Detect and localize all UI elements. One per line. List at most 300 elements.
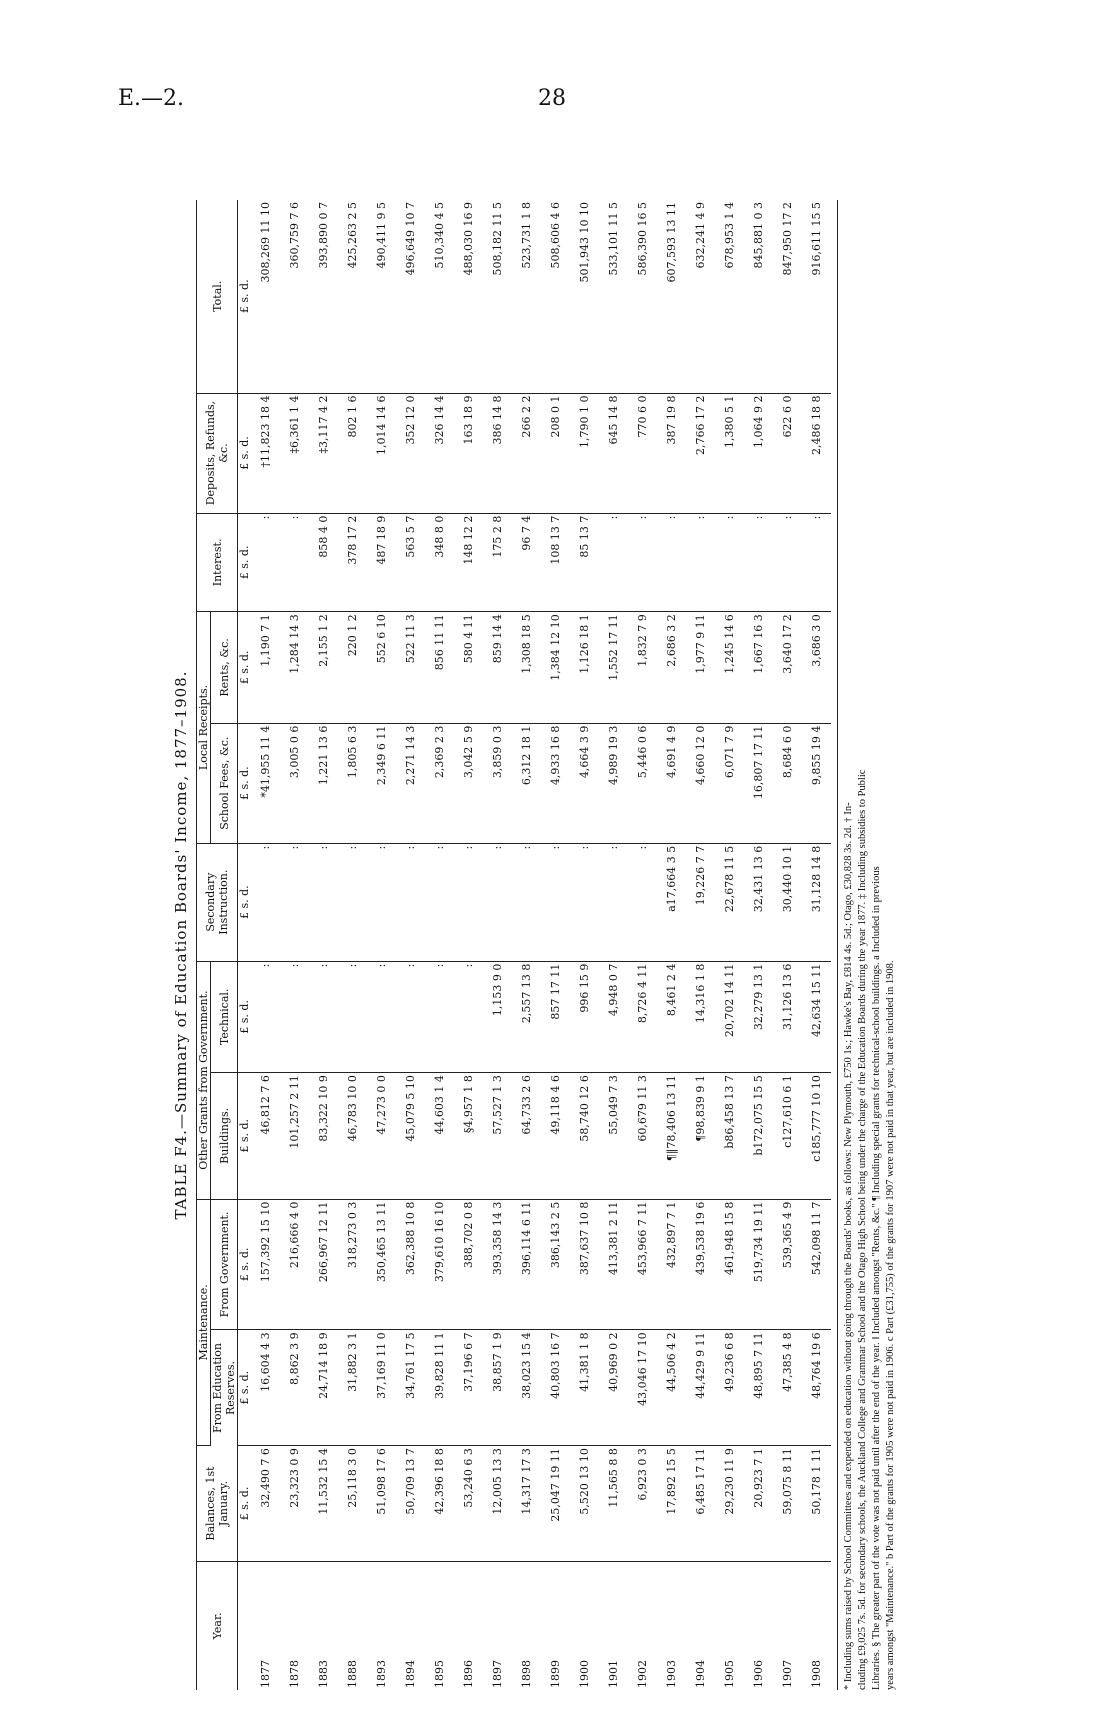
deposits-cell: 1,014 14 6 [367,393,396,513]
income-table [196,200,831,1690]
rents-cell: 1,832 7 9 [628,612,657,723]
balances-cell: 23,323 0 9 [280,1446,309,1562]
technical-cell: 20,702 14 11 [715,961,744,1072]
technical-cell: 4,948 0 7 [599,961,628,1072]
fees-cell: 16,807 17 11 [744,723,773,843]
total-cell: 678,953 1 4 [715,200,744,393]
year-label: 1895 [433,1660,446,1688]
buildings-cell: 83,322 10 9 [309,1073,338,1199]
fees-cell: 1,805 6 3 [338,723,367,843]
year-cell [454,1561,483,1690]
deposits-cell: 645 14 8 [599,393,628,513]
reserves-cell: 8,862 3 9 [280,1330,309,1446]
secondary-cell: a17,664 3 5 [657,843,686,961]
deposits-cell: 1,380 5 1 [715,393,744,513]
year-cell [541,1561,570,1690]
buildings-cell: 46,783 10 0 [338,1073,367,1199]
balances-cell: 20,923 7 1 [744,1446,773,1562]
year-cell [628,1561,657,1690]
government-cell: 350,465 13 11 [367,1199,396,1330]
reserves-cell: 24,714 18 9 [309,1330,338,1446]
rents-cell: 2,155 1 2 [309,612,338,723]
technical-cell: : [396,961,425,1072]
interest-cell: : [657,513,686,612]
rents-cell: 1,977 9 11 [686,612,715,723]
units-label: £ s. d. [238,612,252,723]
units-label: £ s. d. [238,961,252,1072]
year-cell [251,1561,280,1690]
buildings-cell: c185,777 10 10 [802,1073,831,1199]
secondary-cell: : [454,843,483,961]
buildings-cell: 47,273 0 0 [367,1073,396,1199]
government-cell: 388,702 0 8 [454,1199,483,1330]
reserves-cell: 44,429 9 11 [686,1330,715,1446]
government-cell: 386,143 2 5 [541,1199,570,1330]
year-label: 1893 [375,1660,388,1688]
government-cell: 379,610 16 10 [425,1199,454,1330]
balances-cell: 6,923 0 3 [628,1446,657,1562]
rents-cell: 1,667 16 3 [744,612,773,723]
reserves-cell: 48,895 7 11 [744,1330,773,1446]
year-label: 1897 [491,1660,504,1688]
fees-cell: 8,684 6 0 [773,723,802,843]
units-label: £ s. d. [238,843,252,961]
deposits-cell: ‡6,361 1 4 [280,393,309,513]
footnote-line: * Including sums raised by School Committees and expended on education without going through the Boards' books, as follows: New Plymouth, £750 1s.; Hawke's Bay, £814 4s. 5d.; Otago, £30,828 3s. 2d. † In- [843,802,854,1690]
rotated-table-page [166,200,946,1690]
government-cell: 157,392 15 10 [251,1199,280,1330]
year-cell [686,1561,715,1690]
table-row [367,200,396,1690]
deposits-cell: †11,823 18 4 [251,393,280,513]
buildings-cell: 46,812 7 6 [251,1073,280,1199]
secondary-cell: 32,431 13 6 [744,843,773,961]
technical-cell: : [280,961,309,1072]
fees-cell: 4,660 12 0 [686,723,715,843]
units-label: £ s. d. [238,1199,252,1330]
secondary-cell: : [396,843,425,961]
buildings-cell: 60,679 11 3 [628,1073,657,1199]
technical-cell: 1,153 9 0 [483,961,512,1072]
fees-cell: 4,691 4 9 [657,723,686,843]
deposits-cell: 802 1 6 [338,393,367,513]
deposits-cell: 387 19 8 [657,393,686,513]
government-cell: 362,388 10 8 [396,1199,425,1330]
page-number: 28 [538,86,566,111]
table-row [715,200,744,1690]
technical-cell: : [367,961,396,1072]
year-label: 1905 [723,1660,736,1688]
interest-cell: 148 12 2 [454,513,483,612]
buildings-cell: 44,603 1 4 [425,1073,454,1199]
balances-cell: 6,485 17 11 [686,1446,715,1562]
fees-cell: 6,312 18 1 [512,723,541,843]
units-label: £ s. d. [238,200,252,393]
technical-cell: : [425,961,454,1072]
total-cell: 847,950 17 2 [773,200,802,393]
balances-cell: 51,098 17 6 [367,1446,396,1562]
fees-cell: 4,933 16 8 [541,723,570,843]
table-row [657,200,686,1690]
year-label: 1894 [404,1660,417,1688]
government-cell: 453,966 7 11 [628,1199,657,1330]
secondary-cell: : [309,843,338,961]
col-interest: Interest. [197,513,238,612]
table-row [773,200,802,1690]
technical-cell: 32,279 13 1 [744,961,773,1072]
deposits-cell: 2,766 17 2 [686,393,715,513]
fees-cell: 4,664 3 9 [570,723,599,843]
deposits-cell: 163 18 9 [454,393,483,513]
year-cell [280,1561,309,1690]
government-cell: 318,273 0 3 [338,1199,367,1330]
fees-cell: 3,859 0 3 [483,723,512,843]
reserves-cell: 16,604 4 3 [251,1330,280,1446]
year-cell [715,1561,744,1690]
government-cell: 396,114 6 11 [512,1199,541,1330]
year-label: 1896 [462,1660,475,1688]
fees-cell: 2,349 6 11 [367,723,396,843]
total-cell: 586,390 16 5 [628,200,657,393]
deposits-cell: 352 12 0 [396,393,425,513]
col-secondary: Secondary Instruction. [197,843,238,961]
units-label: £ s. d. [238,513,252,612]
government-cell: 542,098 11 7 [802,1199,831,1330]
reserves-cell: 37,169 11 0 [367,1330,396,1446]
year-label: 1904 [694,1660,707,1688]
year-label: 1903 [665,1660,678,1688]
reserves-cell: 37,196 6 7 [454,1330,483,1446]
year-cell [396,1561,425,1690]
buildings-cell: b86,458 13 7 [715,1073,744,1199]
balances-cell: 32,490 7 6 [251,1446,280,1562]
table-row [396,200,425,1690]
col-from-reserves: From Education Reserves. [211,1330,238,1446]
units-label: £ s. d. [238,723,252,843]
table-row [744,200,773,1690]
total-cell: 916,611 15 5 [802,200,831,393]
reserves-cell: 48,764 19 6 [802,1330,831,1446]
year-cell [483,1561,512,1690]
year-label: 1899 [549,1660,562,1688]
interest-cell: : [744,513,773,612]
fees-cell: *41,955 11 4 [251,723,280,843]
rents-cell: 1,245 14 6 [715,612,744,723]
col-total: Total. [197,200,238,393]
balances-cell: 29,230 11 9 [715,1446,744,1562]
interest-cell: : [686,513,715,612]
balances-cell: 12,005 13 3 [483,1446,512,1562]
total-cell: 845,881 0 3 [744,200,773,393]
secondary-cell: : [541,843,570,961]
buildings-cell: ¶98,839 9 1 [686,1073,715,1199]
reserves-cell: 39,828 11 1 [425,1330,454,1446]
year-label: 1902 [636,1660,649,1688]
year-label: 1901 [607,1660,620,1688]
government-cell: 413,381 2 11 [599,1199,628,1330]
table-title: TABLE F4.—Summary of Education Boards' Income, 1877–1908. [172,670,190,1220]
buildings-cell: 49,118 4 6 [541,1073,570,1199]
balances-cell: 59,075 8 11 [773,1446,802,1562]
rents-cell: 1,552 17 11 [599,612,628,723]
deposits-cell: 386 14 8 [483,393,512,513]
government-cell: 539,365 4 9 [773,1199,802,1330]
interest-cell: 96 7 4 [512,513,541,612]
deposits-cell: ‡3,117 4 2 [309,393,338,513]
year-cell [773,1561,802,1690]
table-row [309,200,338,1690]
secondary-cell: : [251,843,280,961]
secondary-cell: : [367,843,396,961]
technical-cell: : [309,961,338,1072]
fees-cell: 1,221 13 6 [309,723,338,843]
technical-cell: : [454,961,483,1072]
total-cell: 496,649 10 7 [396,200,425,393]
col-balances: Balances, 1st January. [197,1446,238,1562]
col-other-grants: Other Grants from Government. [197,961,211,1199]
government-cell: 432,897 7 1 [657,1199,686,1330]
table-row [599,200,628,1690]
total-cell: 490,411 9 5 [367,200,396,393]
table-row [483,200,512,1690]
secondary-cell: : [570,843,599,961]
buildings-cell: ¶‖78,406 13 11 [657,1073,686,1199]
technical-cell: : [251,961,280,1072]
deposits-cell: 208 0 1 [541,393,570,513]
units-year [238,1561,252,1690]
rents-cell: 522 11 3 [396,612,425,723]
government-cell: 439,538 19 6 [686,1199,715,1330]
col-maintenance: Maintenance. [197,1199,211,1446]
reserves-cell: 44,506 4 2 [657,1330,686,1446]
rents-cell: 1,284 14 3 [280,612,309,723]
buildings-cell: 58,740 12 6 [570,1073,599,1199]
col-buildings: Buildings. [211,1073,238,1199]
secondary-cell: : [628,843,657,961]
table-row [541,200,570,1690]
total-cell: 632,241 4 9 [686,200,715,393]
reserves-cell: 49,236 6 8 [715,1330,744,1446]
secondary-cell: 30,440 10 1 [773,843,802,961]
reserves-cell: 47,385 4 8 [773,1330,802,1446]
interest-cell: : [715,513,744,612]
interest-cell: 858 4 0 [309,513,338,612]
fees-cell: 2,271 14 3 [396,723,425,843]
secondary-cell: : [512,843,541,961]
year-cell [512,1561,541,1690]
deposits-cell: 2,486 18 8 [802,393,831,513]
technical-cell: 2,557 13 8 [512,961,541,1072]
government-cell: 387,637 10 8 [570,1199,599,1330]
government-cell: 519,734 19 11 [744,1199,773,1330]
year-cell [599,1561,628,1690]
interest-cell: 108 13 7 [541,513,570,612]
total-cell: 523,731 1 8 [512,200,541,393]
total-cell: 488,030 16 9 [454,200,483,393]
footnote-line: Libraries. § The greater part of the vote was not paid until after the end of the year. ‖ Included amongst "Rents, &c." ¶ Including special grants for technical-school buildings. a Included in previous [871,866,882,1690]
year-cell [367,1561,396,1690]
table-row [251,200,280,1690]
fees-cell: 3,005 0 6 [280,723,309,843]
footnote-line: years amongst "Maintenance." b Part of the grants for 1905 were not paid in 1906. c Part (£31,755) of the grants for 1907 were not paid in that year, but are included in 1908. [885,960,896,1690]
year-label: 1908 [810,1660,823,1688]
year-label: 1883 [317,1660,330,1688]
rents-cell: 1,190 7 1 [251,612,280,723]
year-label: 1888 [346,1660,359,1688]
rents-cell: 859 14 4 [483,612,512,723]
reserves-cell: 40,969 0 2 [599,1330,628,1446]
reserves-cell: 34,761 17 5 [396,1330,425,1446]
secondary-cell: 22,678 11 5 [715,843,744,961]
rents-cell: 3,640 17 2 [773,612,802,723]
units-label: £ s. d. [238,1073,252,1199]
rents-cell: 220 1 2 [338,612,367,723]
secondary-cell: : [338,843,367,961]
rents-cell: 1,126 18 1 [570,612,599,723]
balances-cell: 14,317 17 3 [512,1446,541,1562]
secondary-cell: : [280,843,309,961]
reserves-cell: 31,882 3 1 [338,1330,367,1446]
year-cell [570,1561,599,1690]
government-cell: 393,358 14 3 [483,1199,512,1330]
table-row [425,200,454,1690]
deposits-cell: 266 2 2 [512,393,541,513]
fees-cell: 4,989 19 3 [599,723,628,843]
rents-cell: 2,686 3 2 [657,612,686,723]
total-cell: 308,269 11 10 [251,200,280,393]
table-row [338,200,367,1690]
reserves-cell: 43,046 17 10 [628,1330,657,1446]
technical-cell: 8,461 2 4 [657,961,686,1072]
year-cell [309,1561,338,1690]
year-label: 1877 [259,1660,272,1688]
year-cell [425,1561,454,1690]
fees-cell: 5,446 0 6 [628,723,657,843]
buildings-cell: 64,733 2 6 [512,1073,541,1199]
rents-cell: 580 4 11 [454,612,483,723]
buildings-cell: 101,257 2 11 [280,1073,309,1199]
col-from-government: From Government. [211,1199,238,1330]
interest-cell: 85 13 7 [570,513,599,612]
buildings-cell: §4,957 1 8 [454,1073,483,1199]
technical-cell: : [338,961,367,1072]
government-cell: 461,948 15 8 [715,1199,744,1330]
technical-cell: 31,126 13 6 [773,961,802,1072]
total-cell: 607,593 13 11 [657,200,686,393]
secondary-cell: : [425,843,454,961]
balances-cell: 17,892 15 5 [657,1446,686,1562]
rents-cell: 1,384 12 10 [541,612,570,723]
buildings-cell: 55,049 7 3 [599,1073,628,1199]
reserves-cell: 41,381 1 8 [570,1330,599,1446]
technical-cell: 8,726 4 11 [628,961,657,1072]
col-technical: Technical. [211,961,238,1072]
buildings-cell: 45,079 5 10 [396,1073,425,1199]
technical-cell: 42,634 15 11 [802,961,831,1072]
secondary-cell: 31,128 14 8 [802,843,831,961]
secondary-cell: 19,226 7 7 [686,843,715,961]
balances-cell: 5,520 13 10 [570,1446,599,1562]
total-cell: 533,101 11 5 [599,200,628,393]
interest-cell: 348 8 0 [425,513,454,612]
interest-cell: : [280,513,309,612]
year-cell [338,1561,367,1690]
table-row [686,200,715,1690]
interest-cell: 175 2 8 [483,513,512,612]
government-cell: 266,967 12 11 [309,1199,338,1330]
interest-cell: : [251,513,280,612]
table-row [512,200,541,1690]
year-cell [657,1561,686,1690]
table-row [570,200,599,1690]
fees-cell: 9,855 19 4 [802,723,831,843]
interest-cell: : [599,513,628,612]
deposits-cell: 622 6 0 [773,393,802,513]
total-cell: 508,182 11 5 [483,200,512,393]
balances-cell: 25,047 19 11 [541,1446,570,1562]
buildings-cell: b172,075 15 5 [744,1073,773,1199]
table-row [802,200,831,1690]
deposits-cell: 326 14 4 [425,393,454,513]
balances-cell: 11,532 15 4 [309,1446,338,1562]
deposits-cell: 1,790 1 0 [570,393,599,513]
page-code: E.—2. [118,86,185,111]
balances-cell: 50,178 1 11 [802,1446,831,1562]
secondary-cell: : [483,843,512,961]
total-cell: 360,759 7 6 [280,200,309,393]
balances-cell: 50,709 13 7 [396,1446,425,1562]
government-cell: 216,666 4 0 [280,1199,309,1330]
year-label: 1906 [752,1660,765,1688]
technical-cell: 857 17 11 [541,961,570,1072]
buildings-cell: 57,527 1 3 [483,1073,512,1199]
interest-cell: 487 18 9 [367,513,396,612]
total-cell: 393,890 0 7 [309,200,338,393]
year-label: 1878 [288,1660,301,1688]
year-label: 1900 [578,1660,591,1688]
interest-cell: : [773,513,802,612]
total-cell: 510,340 4 5 [425,200,454,393]
fees-cell: 6,071 7 9 [715,723,744,843]
rents-cell: 856 11 11 [425,612,454,723]
balances-cell: 25,118 3 0 [338,1446,367,1562]
footnote-line: cluding £9,025 7s. 5d. for secondary schools, the Auckland College and Grammar School and the Otago High School being under the charge of the Education Boards during the year 1877. ‡ Including subsidies to Public [857,769,868,1690]
table-row [454,200,483,1690]
year-label: 1907 [781,1660,794,1688]
year-cell [744,1561,773,1690]
balances-cell: 53,240 6 3 [454,1446,483,1562]
col-deposits: Deposits, Refunds, &c. [197,393,238,513]
year-cell [802,1561,831,1690]
table-row [280,200,309,1690]
reserves-cell: 38,023 15 4 [512,1330,541,1446]
col-school-fees: School Fees, &c. [211,723,238,843]
buildings-cell: c127,610 6 1 [773,1073,802,1199]
technical-cell: 14,316 1 8 [686,961,715,1072]
technical-cell: 996 15 9 [570,961,599,1072]
units-label: £ s. d. [238,393,252,513]
secondary-cell: : [599,843,628,961]
interest-cell: 378 17 2 [338,513,367,612]
rents-cell: 3,686 3 0 [802,612,831,723]
total-cell: 425,263 2 5 [338,200,367,393]
rents-cell: 1,308 18 5 [512,612,541,723]
total-cell: 501,943 10 10 [570,200,599,393]
balances-cell: 11,565 8 8 [599,1446,628,1562]
total-cell: 508,606 4 6 [541,200,570,393]
col-year: Year. [197,1561,238,1690]
footnotes [837,200,898,1690]
